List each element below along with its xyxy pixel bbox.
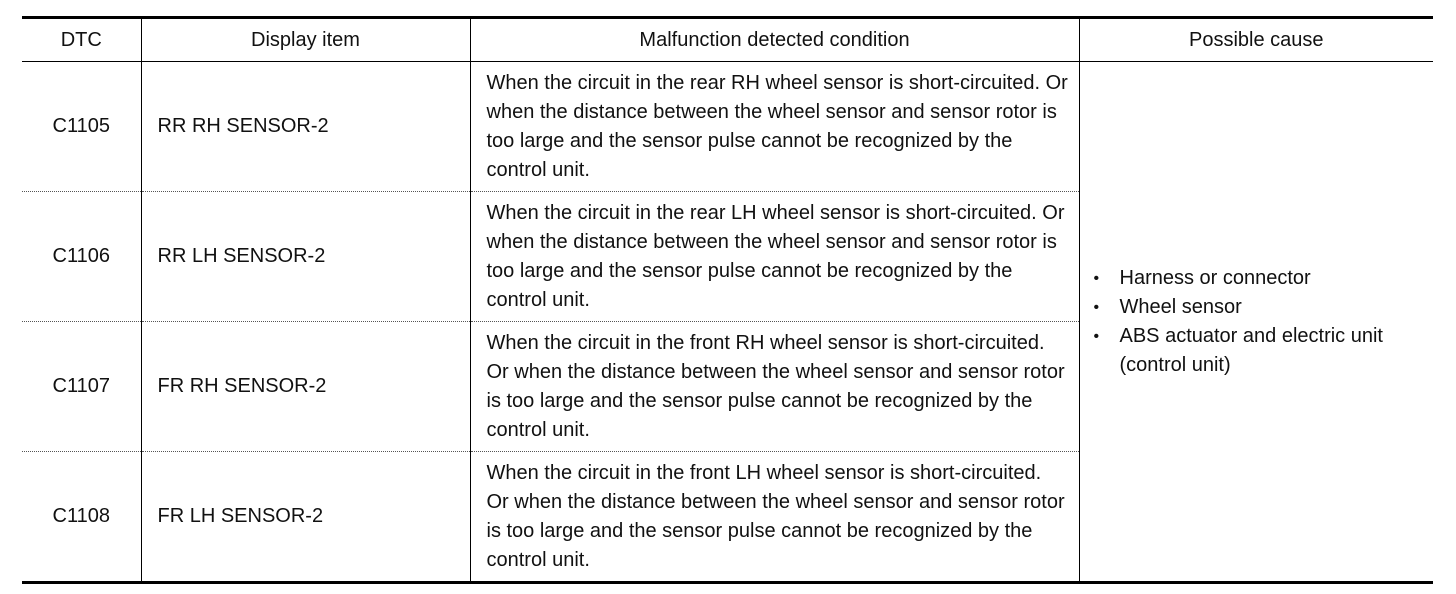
header-condition: Malfunction detected condition	[470, 18, 1079, 62]
malfunction-condition: When the circuit in the rear LH wheel sensor is short-circuited. Or when the distance between the wheel sensor and sensor rotor is too large and the sensor pulse cannot be recognized by the control unit.	[470, 192, 1079, 322]
possible-cause-item: • Wheel sensor	[1094, 293, 1434, 322]
display-item: FR LH SENSOR-2	[141, 452, 470, 583]
dtc-code: C1108	[52, 505, 110, 527]
possible-cause-cell	[1079, 62, 1433, 583]
malfunction-condition: When the circuit in the front RH wheel sensor is short-circuited. Or when the distance between the wheel sensor and sensor rotor is too large and the sensor pulse cannot be recognized by the control unit.	[470, 322, 1079, 452]
possible-cause-item: • Harness or connector	[1094, 264, 1434, 293]
table-row	[22, 62, 1433, 192]
possible-cause-item: • ABS actuator and electric unit (control unit)	[1094, 322, 1434, 380]
dtc-code: C1105	[22, 62, 141, 192]
display-item: RR RH SENSOR-2	[141, 62, 470, 192]
header-cause: Possible cause	[1079, 18, 1433, 62]
header-row	[22, 18, 1433, 62]
header-dtc: DTC	[22, 18, 141, 62]
dtc-code: C1107	[22, 322, 141, 452]
dtc-table	[22, 16, 1433, 584]
display-item: FR RH SENSOR-2	[141, 322, 470, 452]
malfunction-condition: When the circuit in the rear RH wheel sensor is short-circuited. Or when the distance between the wheel sensor and sensor rotor is too large and the sensor pulse cannot be recognized by the control unit.	[470, 62, 1079, 192]
malfunction-condition: When the circuit in the front LH wheel sensor is short-circuited. Or when the distance between the wheel sensor and sensor rotor is too large and the sensor pulse cannot be recognized by the control unit.	[470, 452, 1079, 583]
display-item: RR LH SENSOR-2	[141, 192, 470, 322]
header-display-item: Display item	[141, 18, 470, 62]
dtc-code: C1106	[22, 192, 141, 322]
possible-cause-list	[1094, 264, 1434, 380]
